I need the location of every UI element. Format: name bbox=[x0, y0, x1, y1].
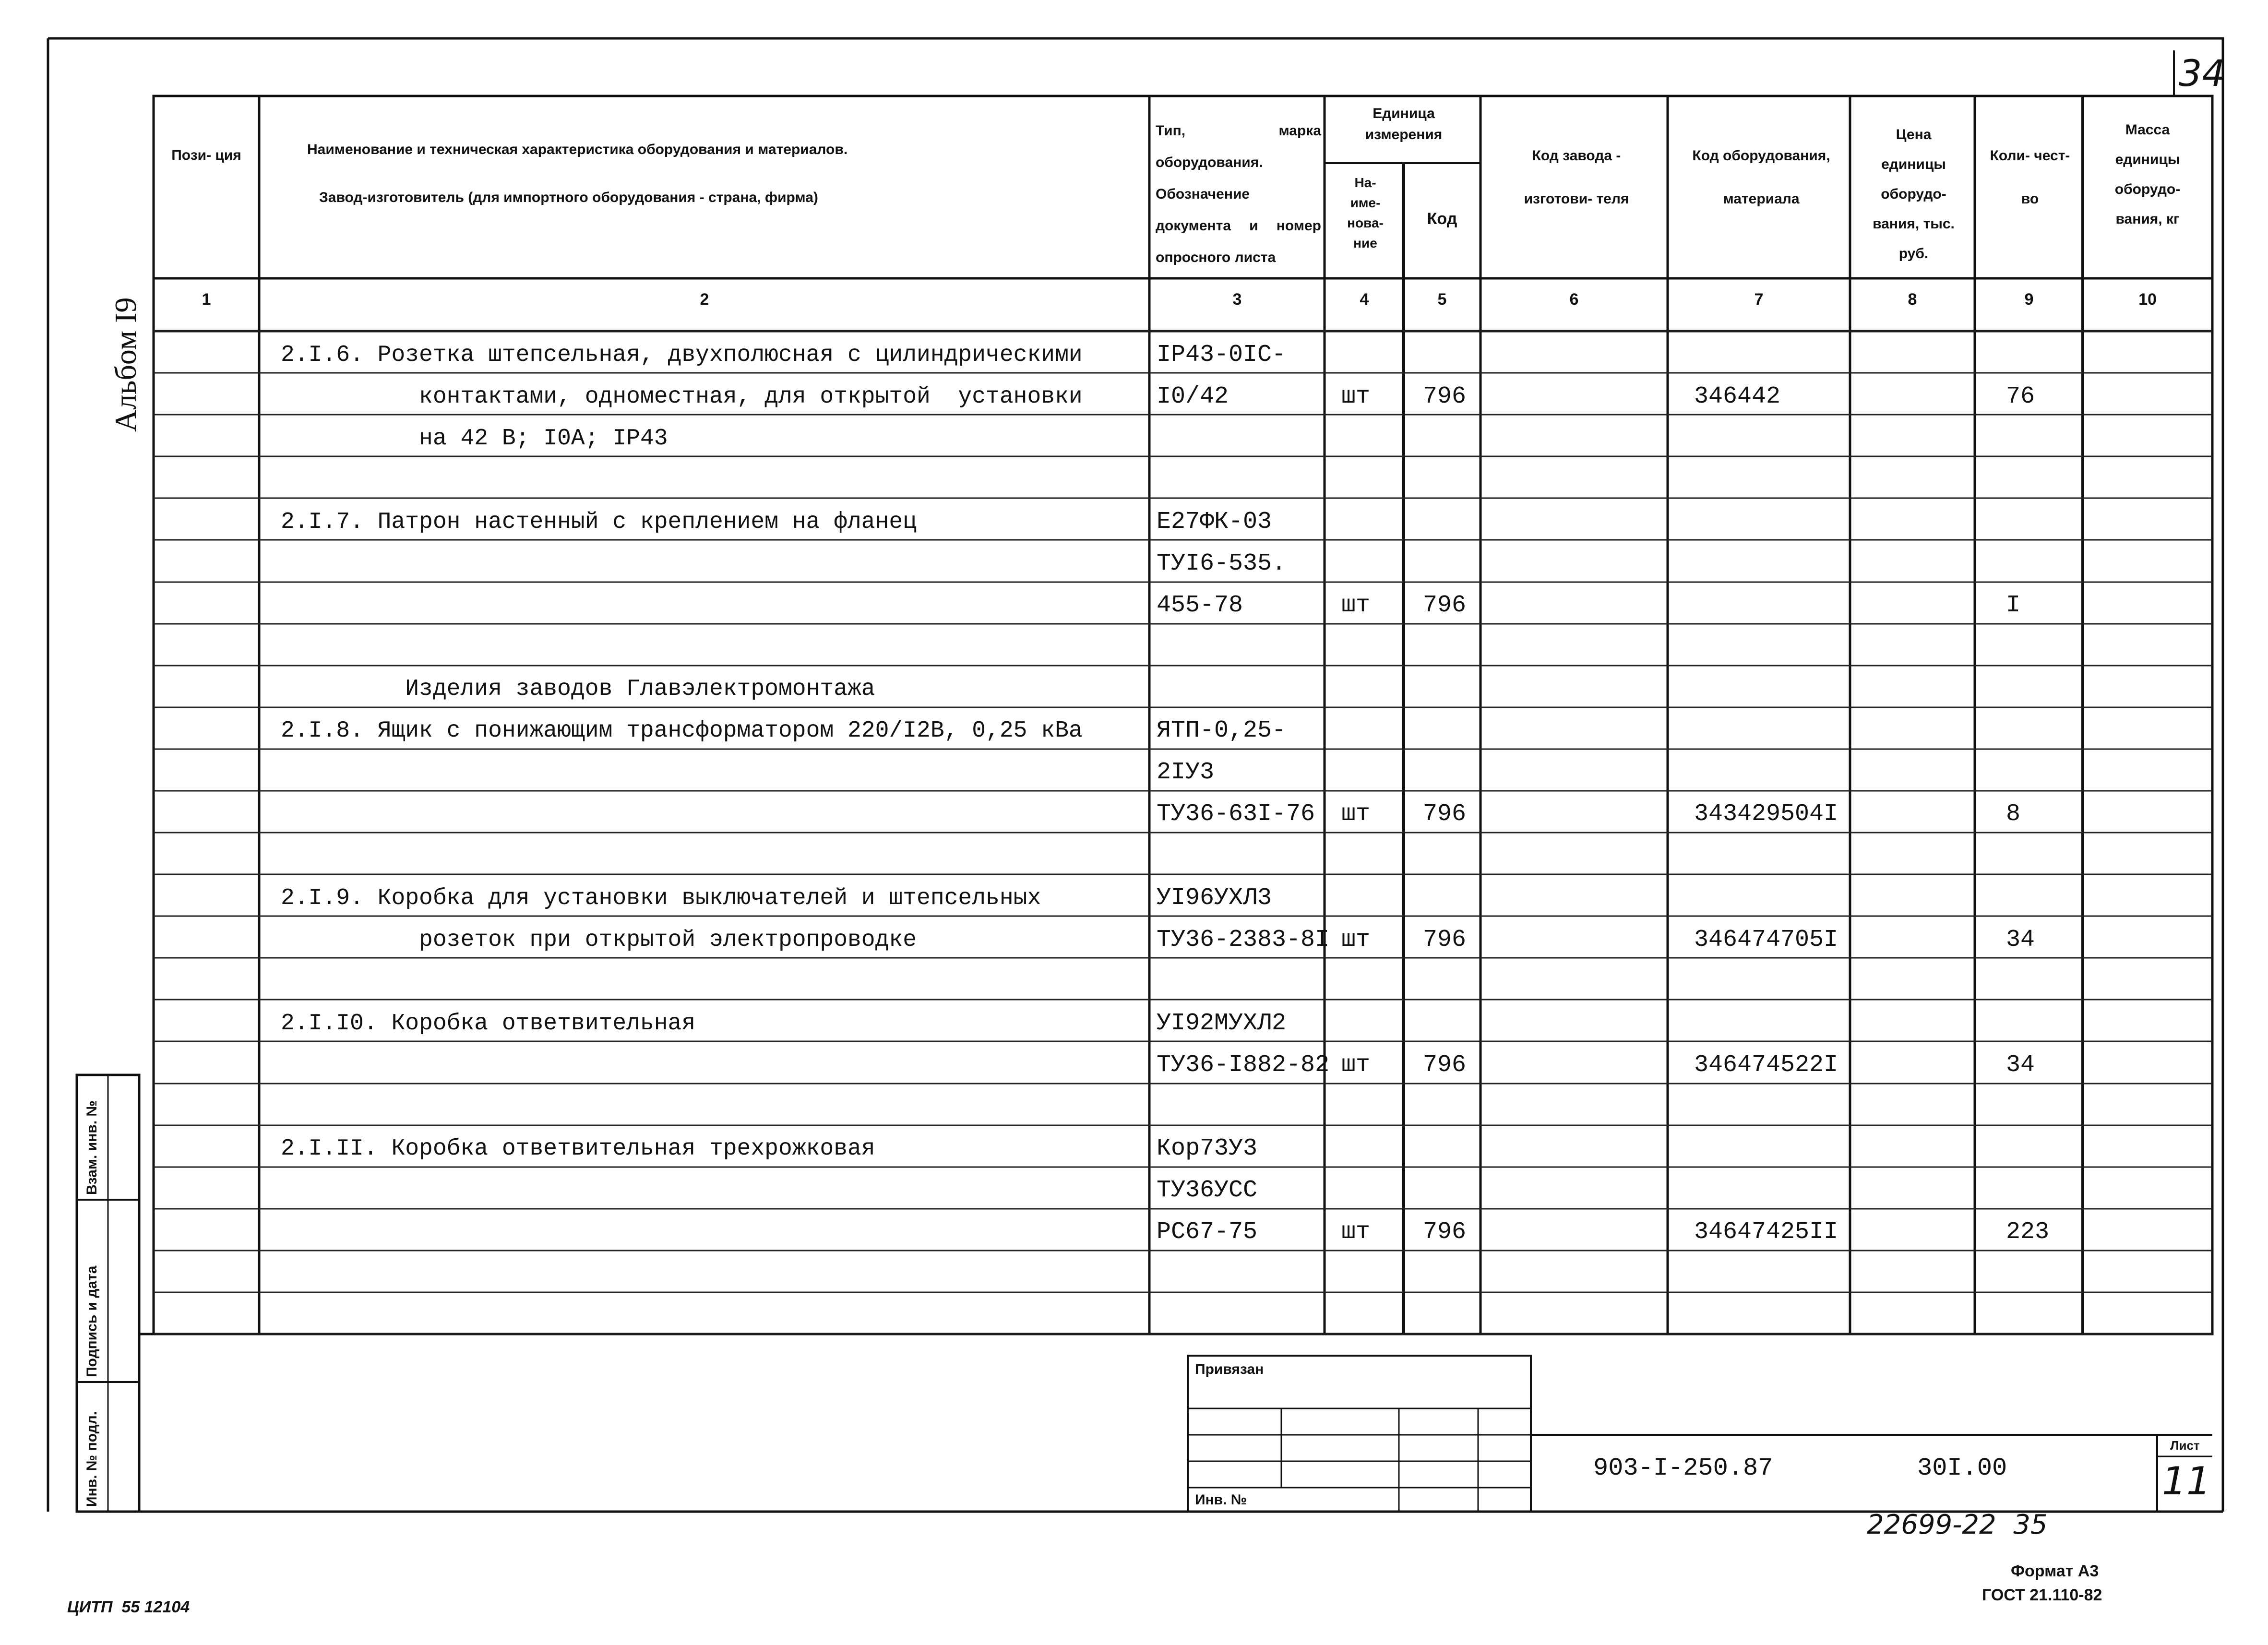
item-quantity: I bbox=[2006, 592, 2021, 619]
header-quantity: Коли- чест- во bbox=[1990, 148, 2070, 207]
column-number: 1 bbox=[202, 290, 211, 309]
item-unit: шт bbox=[1341, 592, 1371, 619]
header-type: Тип, марка оборудования. Обозначение документа и номер опросного листа bbox=[1156, 123, 1321, 265]
item-type: 455-78 bbox=[1157, 592, 1243, 619]
header-unit-code: Код bbox=[1427, 210, 1457, 228]
item-type: ТУI6-535. bbox=[1157, 550, 1287, 577]
item-unit: шт bbox=[1341, 1051, 1371, 1079]
stamp-signature-date: Подпись и дата bbox=[84, 1265, 100, 1377]
column-number: 7 bbox=[1754, 290, 1764, 309]
column-number: 3 bbox=[1232, 290, 1242, 309]
header-equipment-code: Код оборудования, материала bbox=[1692, 148, 1830, 207]
album-label: Альбом I9 bbox=[108, 297, 143, 432]
item-name: контактами, одноместная, для открытой установки bbox=[281, 384, 1083, 410]
header-unit-name: На- име- нова- ние bbox=[1347, 175, 1384, 250]
doc-code: 903-I-250.87 bbox=[1593, 1454, 1773, 1482]
item-type: Кор73У3 bbox=[1157, 1135, 1258, 1162]
item-equipment-code: 34647425II bbox=[1694, 1218, 1838, 1246]
item-name: на 42 В; I0А; IР43 bbox=[281, 426, 668, 452]
item-unit: шт bbox=[1341, 383, 1371, 410]
header-factory-code: Код завода - изготови- теля bbox=[1524, 148, 1629, 207]
item-name: 2.I.I0. Коробка ответвительная bbox=[281, 1011, 696, 1037]
item-type: УI96УХЛ3 bbox=[1157, 884, 1272, 912]
list-label: Лист bbox=[2170, 1438, 2200, 1453]
item-name: 2.I.6. Розетка штепсельная, двухполюсная с цилиндрическими bbox=[281, 342, 1083, 368]
sheet-code: 30I.00 bbox=[1917, 1454, 2007, 1482]
item-quantity: 34 bbox=[2006, 1051, 2035, 1079]
item-unit: шт bbox=[1341, 800, 1371, 828]
item-unit: шт bbox=[1341, 1218, 1371, 1246]
item-equipment-code: 346474522I bbox=[1694, 1051, 1838, 1079]
item-quantity: 34 bbox=[2006, 926, 2035, 954]
item-name: 2.I.8. Ящик с понижающим трансформатором 220/I2В, 0,25 кВа bbox=[281, 718, 1083, 744]
item-type: ТУ36УСС bbox=[1157, 1177, 1258, 1204]
item-unit-code: 796 bbox=[1423, 800, 1467, 828]
item-name: Изделия заводов Главэлектромонтажа bbox=[281, 676, 875, 702]
item-equipment-code: 346474705I bbox=[1694, 926, 1838, 954]
column-number: 8 bbox=[1908, 290, 1917, 309]
item-unit: шт bbox=[1341, 926, 1371, 954]
item-type: Е27ФК-03 bbox=[1157, 508, 1272, 536]
item-name: 2.I.7. Патрон настенный с креплением на фланец bbox=[281, 509, 917, 535]
item-type: ТУ36-I882-82 bbox=[1157, 1051, 1330, 1079]
header-position: Пози- ция bbox=[171, 147, 241, 163]
item-type: УI92МУХЛ2 bbox=[1157, 1010, 1287, 1037]
header-name-line2: Завод-изготовитель (для импортного оборудования - страна, фирма) bbox=[319, 190, 818, 205]
column-number: 10 bbox=[2138, 290, 2157, 309]
item-type: ТУ36-63I-76 bbox=[1157, 800, 1315, 828]
item-unit-code: 796 bbox=[1423, 1051, 1467, 1079]
print-code: ЦИТП 55 12104 bbox=[67, 1598, 190, 1616]
item-equipment-code: 346442 bbox=[1694, 383, 1781, 410]
item-unit-code: 796 bbox=[1423, 383, 1467, 410]
item-name: розеток при открытой электропроводке bbox=[281, 927, 917, 953]
item-name: 2.I.II. Коробка ответвительная трехрожковая bbox=[281, 1136, 875, 1162]
item-unit-code: 796 bbox=[1423, 926, 1467, 954]
item-quantity: 223 bbox=[2006, 1218, 2050, 1246]
stamp-vzam-inv: Взам. инв. № bbox=[84, 1100, 100, 1195]
inv-no-label: Инв. № bbox=[1195, 1492, 1247, 1508]
item-type: ТУ36-2383-8I bbox=[1157, 926, 1330, 954]
column-number: 4 bbox=[1360, 290, 1369, 309]
column-number: 5 bbox=[1437, 290, 1447, 309]
gost-label: ГОСТ 21.110-82 bbox=[1982, 1586, 2102, 1604]
column-number: 6 bbox=[1569, 290, 1579, 309]
header-mass: Масса единицы оборудо- вания, кг bbox=[2114, 122, 2181, 227]
item-unit-code: 796 bbox=[1423, 592, 1467, 619]
item-type: РС67-75 bbox=[1157, 1218, 1258, 1246]
privyazan-label: Привязан bbox=[1195, 1361, 1264, 1377]
header-unit-group: Единица измерения bbox=[1365, 106, 1443, 143]
item-unit-code: 796 bbox=[1423, 1218, 1467, 1246]
column-number: 2 bbox=[700, 290, 709, 309]
item-type: ЯТП-0,25- bbox=[1157, 717, 1287, 744]
item-name: 2.I.9. Коробка для установки выключателей и штепсельных bbox=[281, 885, 1041, 911]
handwritten-number: 22699-22 35 bbox=[1867, 1509, 2048, 1540]
item-type: 2IУ3 bbox=[1157, 759, 1215, 786]
format-label: Формат А3 bbox=[2011, 1562, 2099, 1580]
item-equipment-code: 343429504I bbox=[1694, 800, 1838, 828]
corner-sheet-number: 34 bbox=[2179, 52, 2225, 95]
item-type: I0/42 bbox=[1157, 383, 1229, 410]
list-number: 11 bbox=[2162, 1459, 2211, 1503]
header-name-line1: Наименование и техническая характеристика оборудования и материалов. bbox=[307, 142, 848, 157]
item-type: IP43-0IC- bbox=[1157, 341, 1287, 369]
stamp-inv-podl: Инв. № подл. bbox=[84, 1411, 100, 1507]
item-quantity: 8 bbox=[2006, 800, 2021, 828]
header-price: Цена единицы оборудо- вания, тыс. руб. bbox=[1873, 127, 1955, 262]
item-quantity: 76 bbox=[2006, 383, 2035, 410]
column-number: 9 bbox=[2024, 290, 2034, 309]
